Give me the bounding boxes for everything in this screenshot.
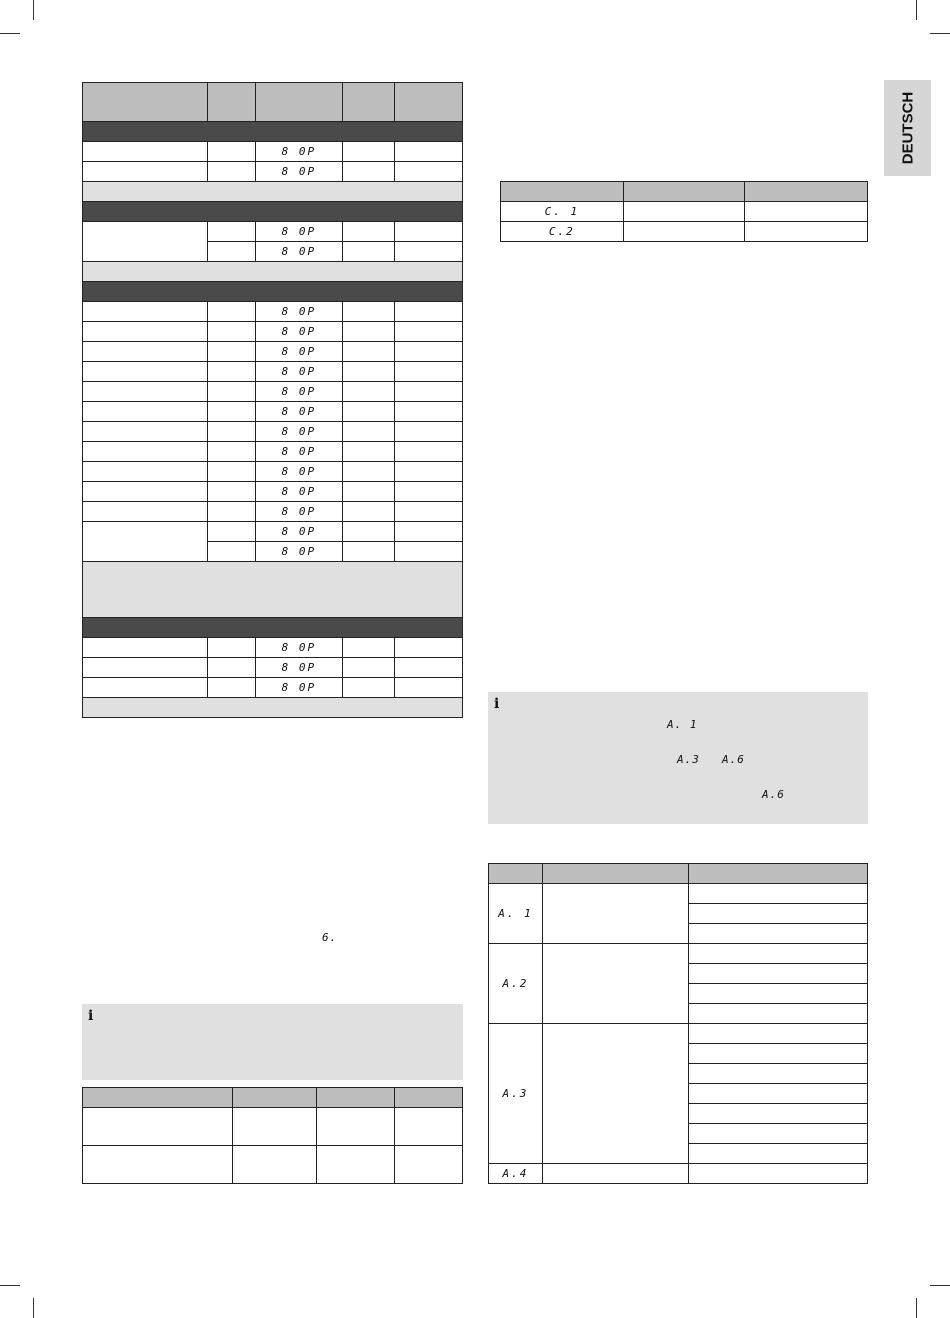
a-code: A. 1 <box>489 884 543 944</box>
table-row <box>83 162 463 182</box>
table-row <box>83 142 463 162</box>
display-code: 8 0P <box>255 362 343 382</box>
crop-mark <box>916 1298 917 1318</box>
table-row <box>83 342 463 362</box>
display-code: 8 0P <box>255 442 343 462</box>
display-code: 8 0P <box>255 242 343 262</box>
display-code: 8 0P <box>255 542 343 562</box>
c-code: C. 1 <box>501 202 624 222</box>
display-code: 8 0P <box>255 342 343 362</box>
table-row <box>83 1146 463 1184</box>
language-tab <box>884 80 931 176</box>
info-icon: i <box>88 1008 94 1024</box>
display-code: 8 0P <box>255 402 343 422</box>
small-table <box>82 1087 463 1184</box>
crop-mark <box>33 1298 34 1318</box>
table-header-row <box>501 182 868 202</box>
a-code-table <box>488 863 868 1184</box>
c-code-table <box>500 181 868 242</box>
table-row <box>501 222 868 242</box>
display-code: 8 0P <box>255 462 343 482</box>
a-code: A.2 <box>489 944 543 1024</box>
c-code: C.2 <box>501 222 624 242</box>
display-code: 8 0P <box>255 142 343 162</box>
table-header-row <box>489 864 868 884</box>
table-row <box>83 322 463 342</box>
a-code: A.4 <box>489 1164 543 1184</box>
table-row <box>501 202 868 222</box>
section-note-row <box>83 262 463 282</box>
table-row <box>489 944 868 964</box>
display-code: 8 0P <box>255 502 343 522</box>
table-row <box>83 442 463 462</box>
table-row <box>489 1024 868 1044</box>
table-header-row <box>83 1088 463 1108</box>
table-row <box>83 658 463 678</box>
table-row <box>83 638 463 658</box>
display-code: 8 0P <box>255 162 343 182</box>
table-row <box>83 502 463 522</box>
language-tab-label: DEUTSCH <box>899 91 916 165</box>
inline-display-code: A.3 <box>677 753 700 766</box>
display-code: 8 0P <box>255 222 343 242</box>
display-code: 8 0P <box>255 658 343 678</box>
crop-mark <box>930 33 950 34</box>
display-code: 8 0P <box>255 638 343 658</box>
info-note <box>82 1004 463 1080</box>
inline-display-code: 6. <box>322 931 338 944</box>
crop-mark <box>916 0 917 20</box>
a-code: A.3 <box>489 1024 543 1164</box>
section-header-row <box>83 202 463 222</box>
table-row <box>489 884 868 904</box>
table-row <box>489 1164 868 1184</box>
crop-mark <box>0 33 20 34</box>
section-note-row <box>83 182 463 202</box>
section-header-row <box>83 618 463 638</box>
inline-display-code: A.6 <box>762 788 785 801</box>
display-code: 8 0P <box>255 302 343 322</box>
display-code: 8 0P <box>255 422 343 442</box>
table-row <box>83 222 463 242</box>
display-code: 8 0P <box>255 382 343 402</box>
info-icon: i <box>494 696 500 712</box>
table-row <box>83 302 463 322</box>
crop-mark <box>0 1285 20 1286</box>
crop-mark <box>33 0 34 20</box>
inline-display-code: A.6 <box>722 753 745 766</box>
table-row <box>83 678 463 698</box>
info-note <box>488 692 868 824</box>
table-row <box>83 402 463 422</box>
inline-display-code: A. 1 <box>667 718 698 731</box>
crop-mark <box>930 1285 950 1286</box>
display-code: 8 0P <box>255 678 343 698</box>
table-row <box>83 382 463 402</box>
table-row <box>83 462 463 482</box>
table-row <box>83 362 463 382</box>
table-header-row <box>83 83 463 122</box>
section-note-row <box>83 698 463 718</box>
display-code: 8 0P <box>255 522 343 542</box>
table-row <box>83 422 463 442</box>
table-row <box>83 522 463 542</box>
section-note-row <box>83 562 463 618</box>
display-code: 8 0P <box>255 322 343 342</box>
table-row <box>83 1108 463 1146</box>
table-row <box>83 482 463 502</box>
display-code: 8 0P <box>255 482 343 502</box>
section-header-row <box>83 122 463 142</box>
settings-table <box>82 82 463 718</box>
section-header-row <box>83 282 463 302</box>
